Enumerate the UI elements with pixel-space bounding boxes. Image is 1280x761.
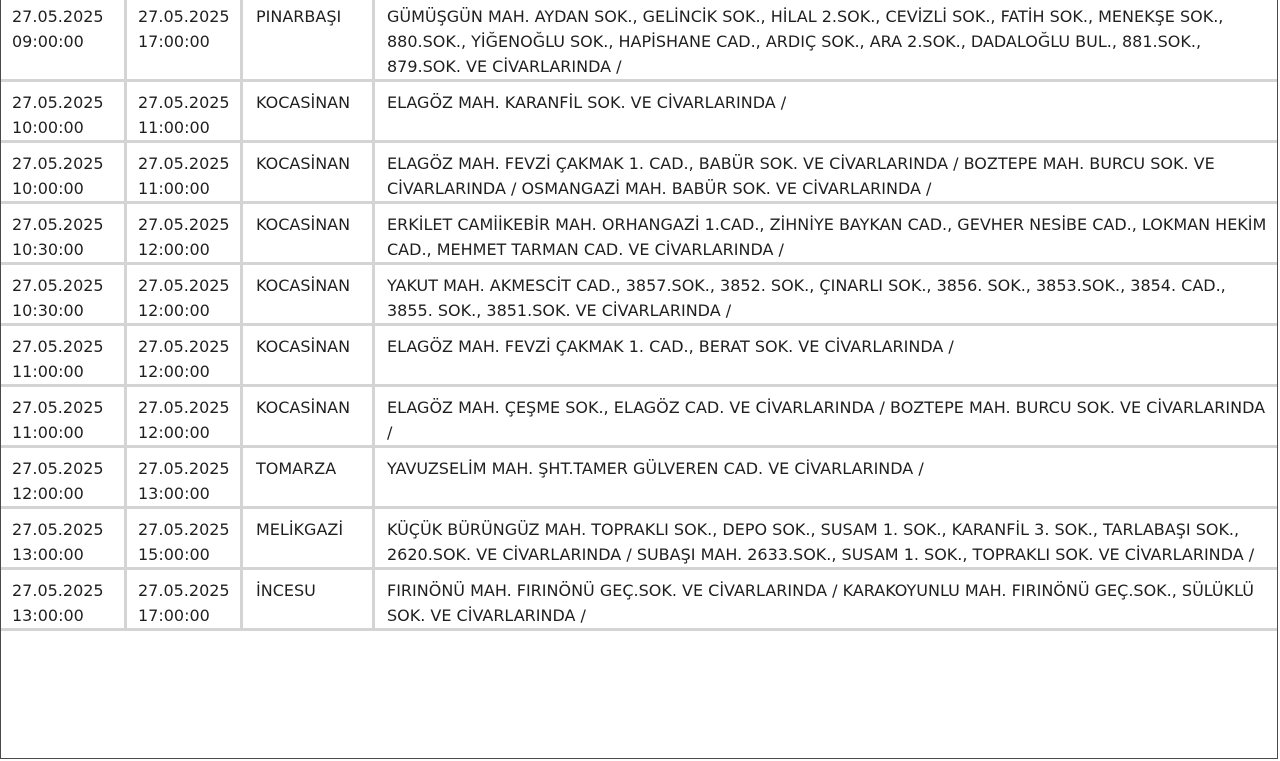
start-datetime-cell: [1, 326, 127, 387]
end-time: 17:00:00: [138, 606, 210, 625]
district-name: MELİKGAZİ: [256, 520, 344, 539]
table-row: [1, 0, 1277, 82]
district-name: PINARBAŞI: [256, 7, 342, 26]
start-datetime-cell: [1, 387, 127, 448]
district-cell: [243, 82, 375, 143]
start-time: 10:00:00: [12, 118, 84, 137]
district-cell: [243, 265, 375, 326]
affected-streets: ELAGÖZ MAH. KARANFİL SOK. VE CİVARLARINDA /: [387, 93, 787, 112]
table-row: [1, 570, 1277, 631]
end-time: 12:00:00: [138, 301, 210, 320]
district-cell: [243, 387, 375, 448]
district-name: KOCASİNAN: [256, 276, 351, 295]
district-name: KOCASİNAN: [256, 215, 351, 234]
affected-streets: GÜMÜŞGÜN MAH. AYDAN SOK., GELİNCİK SOK., HİLAL 2.SOK., CEVİZLİ SOK., FATİH SOK., MENEKŞE SOK., 880.SOK., YİĞENOĞLU SOK., HAPİSHANE CAD., ARDIÇ SOK., ARA 2.SOK., DADALOĞLU BUL., 881.SOK., 879.SOK. VE CİVARLARINDA /: [387, 7, 1224, 76]
end-time: 12:00:00: [138, 240, 210, 259]
table-row: [1, 387, 1277, 448]
start-datetime-cell: [1, 82, 127, 143]
start-time: 10:30:00: [12, 301, 84, 320]
streets-cell: [375, 387, 1277, 448]
end-date: 27.05.2025: [138, 398, 230, 417]
streets-cell: [375, 265, 1277, 326]
start-date: 27.05.2025: [12, 337, 104, 356]
district-cell: [243, 143, 375, 204]
start-date: 27.05.2025: [12, 276, 104, 295]
table-row: [1, 82, 1277, 143]
start-date: 27.05.2025: [12, 459, 104, 478]
streets-cell: [375, 570, 1277, 631]
end-datetime-cell: [127, 509, 243, 570]
table-row: [1, 326, 1277, 387]
end-datetime-cell: [127, 570, 243, 631]
start-date: 27.05.2025: [12, 581, 104, 600]
start-date: 27.05.2025: [12, 520, 104, 539]
district-name: KOCASİNAN: [256, 337, 351, 356]
start-time: 11:00:00: [12, 362, 84, 381]
start-date: 27.05.2025: [12, 215, 104, 234]
end-date: 27.05.2025: [138, 7, 230, 26]
outage-table: [1, 0, 1277, 631]
table-row: [1, 509, 1277, 570]
table-row: [1, 204, 1277, 265]
start-time: 09:00:00: [12, 32, 84, 51]
affected-streets: YAVUZSELİM MAH. ŞHT.TAMER GÜLVEREN CAD. VE CİVARLARINDA /: [387, 459, 924, 478]
end-date: 27.05.2025: [138, 276, 230, 295]
end-time: 12:00:00: [138, 423, 210, 442]
streets-cell: [375, 326, 1277, 387]
affected-streets: ELAGÖZ MAH. FEVZİ ÇAKMAK 1. CAD., BERAT SOK. VE CİVARLARINDA /: [387, 337, 954, 356]
district-cell: [243, 0, 375, 82]
start-time: 10:00:00: [12, 179, 84, 198]
end-time: 17:00:00: [138, 32, 210, 51]
end-datetime-cell: [127, 448, 243, 509]
end-time: 15:00:00: [138, 545, 210, 564]
end-time: 13:00:00: [138, 484, 210, 503]
affected-streets: ERKİLET CAMİİKEBİR MAH. ORHANGAZİ 1.CAD., ZİHNİYE BAYKAN CAD., GEVHER NESİBE CAD., LOKMAN HEKİM CAD., MEHMET TARMAN CAD. VE CİVARLARINDA /: [387, 215, 1267, 259]
end-date: 27.05.2025: [138, 581, 230, 600]
start-time: 13:00:00: [12, 606, 84, 625]
start-time: 12:00:00: [12, 484, 84, 503]
district-name: KOCASİNAN: [256, 154, 351, 173]
end-date: 27.05.2025: [138, 520, 230, 539]
table-row: [1, 265, 1277, 326]
end-datetime-cell: [127, 0, 243, 82]
end-datetime-cell: [127, 143, 243, 204]
start-date: 27.05.2025: [12, 7, 104, 26]
district-cell: [243, 570, 375, 631]
district-name: TOMARZA: [256, 459, 337, 478]
end-date: 27.05.2025: [138, 93, 230, 112]
end-datetime-cell: [127, 387, 243, 448]
streets-cell: [375, 0, 1277, 82]
outage-table-body: [1, 0, 1277, 631]
start-date: 27.05.2025: [12, 93, 104, 112]
start-date: 27.05.2025: [12, 398, 104, 417]
end-time: 11:00:00: [138, 118, 210, 137]
district-name: KOCASİNAN: [256, 93, 351, 112]
start-datetime-cell: [1, 204, 127, 265]
end-date: 27.05.2025: [138, 459, 230, 478]
start-time: 13:00:00: [12, 545, 84, 564]
start-datetime-cell: [1, 265, 127, 326]
table-row: [1, 143, 1277, 204]
end-date: 27.05.2025: [138, 154, 230, 173]
end-time: 12:00:00: [138, 362, 210, 381]
start-datetime-cell: [1, 448, 127, 509]
end-datetime-cell: [127, 265, 243, 326]
end-date: 27.05.2025: [138, 215, 230, 234]
end-datetime-cell: [127, 204, 243, 265]
start-time: 11:00:00: [12, 423, 84, 442]
streets-cell: [375, 204, 1277, 265]
table-row: [1, 448, 1277, 509]
affected-streets: KÜÇÜK BÜRÜNGÜZ MAH. TOPRAKLI SOK., DEPO SOK., SUSAM 1. SOK., KARANFİL 3. SOK., TARLABAŞI SOK., 2620.SOK. VE CİVARLARINDA / SUBAŞI MAH. 2633.SOK., SUSAM 1. SOK., TOPRAKLI SOK. VE CİVARLARINDA /: [387, 520, 1255, 564]
start-time: 10:30:00: [12, 240, 84, 259]
end-datetime-cell: [127, 82, 243, 143]
district-name: İNCESU: [256, 581, 316, 600]
district-cell: [243, 204, 375, 265]
district-cell: [243, 326, 375, 387]
streets-cell: [375, 448, 1277, 509]
district-cell: [243, 448, 375, 509]
affected-streets: YAKUT MAH. AKMESCİT CAD., 3857.SOK., 3852. SOK., ÇINARLI SOK., 3856. SOK., 3853.SOK., 3854. CAD., 3855. SOK., 3851.SOK. VE CİVARLARINDA /: [387, 276, 1226, 320]
start-date: 27.05.2025: [12, 154, 104, 173]
streets-cell: [375, 509, 1277, 570]
end-time: 11:00:00: [138, 179, 210, 198]
district-name: KOCASİNAN: [256, 398, 351, 417]
start-datetime-cell: [1, 0, 127, 82]
affected-streets: FIRINÖNÜ MAH. FIRINÖNÜ GEÇ.SOK. VE CİVARLARINDA / KARAKOYUNLU MAH. FIRINÖNÜ GEÇ.SOK., SÜLÜKLÜ SOK. VE CİVARLARINDA /: [387, 581, 1254, 625]
start-datetime-cell: [1, 509, 127, 570]
affected-streets: ELAGÖZ MAH. FEVZİ ÇAKMAK 1. CAD., BABÜR SOK. VE CİVARLARINDA / BOZTEPE MAH. BURCU SOK. VE CİVARLARINDA / OSMANGAZİ MAH. BABÜR SOK. VE CİVARLARINDA /: [387, 154, 1215, 198]
end-datetime-cell: [127, 326, 243, 387]
start-datetime-cell: [1, 143, 127, 204]
streets-cell: [375, 143, 1277, 204]
district-cell: [243, 509, 375, 570]
streets-cell: [375, 82, 1277, 143]
start-datetime-cell: [1, 570, 127, 631]
affected-streets: ELAGÖZ MAH. ÇEŞME SOK., ELAGÖZ CAD. VE CİVARLARINDA / BOZTEPE MAH. BURCU SOK. VE CİVARLARINDA /: [387, 398, 1266, 442]
end-date: 27.05.2025: [138, 337, 230, 356]
